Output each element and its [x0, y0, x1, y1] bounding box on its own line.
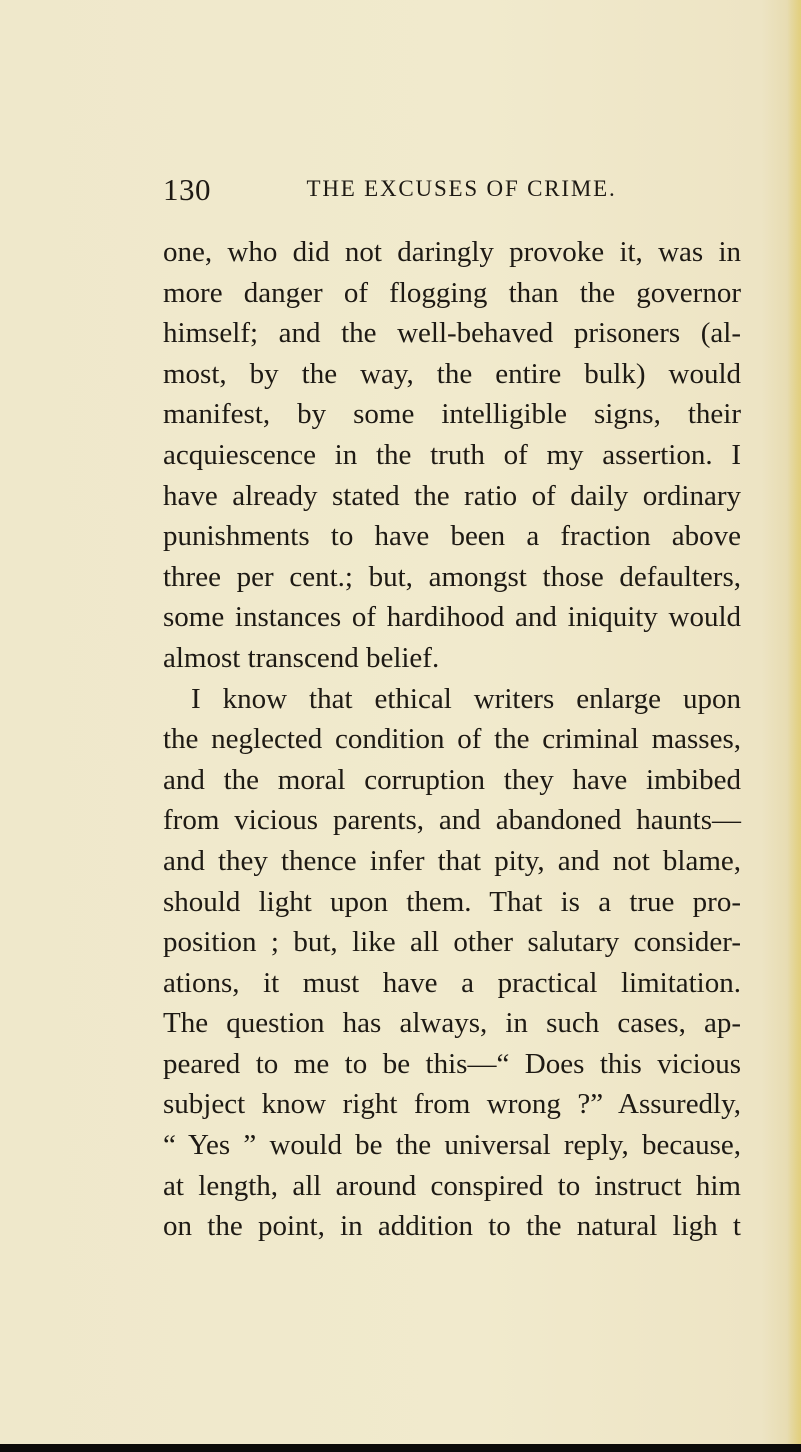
text-line: the neglected condition of the criminal masses, [163, 723, 741, 756]
text-line: The question has always, in such cases, ap- [163, 1007, 741, 1040]
text-line: ations, it must have a practical limitation. [163, 966, 741, 999]
scan-bottom-border [0, 1444, 801, 1452]
text-line: most, by the way, the entire bulk) would [163, 357, 741, 390]
text-line: himself; and the well-behaved prisoners (al- [163, 317, 741, 350]
text-line: some instances of hardihood and iniquity would [163, 601, 741, 634]
paragraph-end-line: almost transcend belief. [163, 641, 440, 674]
body-text [163, 232, 741, 1247]
running-title: THE EXCUSES OF CRIME. [306, 176, 617, 201]
text-line: should light upon them. That is a true pro- [163, 885, 741, 918]
text-line: manifest, by some intelligible signs, their [163, 398, 741, 431]
text-line: three per cent.; but, amongst those defaulters, [163, 560, 741, 593]
text-line: subject know right from wrong ?” Assuredly, [163, 1088, 741, 1121]
page-number: 130 [163, 172, 211, 207]
text-line: and they thence infer that pity, and not blame, [163, 844, 741, 877]
text-line: acquiescence in the truth of my assertion. I [163, 438, 741, 471]
text-line: one, who did not daringly provoke it, was in [163, 236, 741, 268]
text-line: “ Yes ” would be the universal reply, because, [163, 1129, 741, 1162]
text-line: punishments to have been a fraction above [163, 520, 741, 553]
text-line: on the point, in addition to the natural ligh t [163, 1210, 741, 1243]
text-line: have already stated the ratio of daily ordinary [163, 479, 741, 512]
page-header [163, 172, 743, 212]
text-line: at length, all around conspired to instruct him [163, 1169, 741, 1202]
text-line: from vicious parents, and abandoned haunts— [163, 804, 741, 837]
text-line: and the moral corruption they have imbibed [163, 763, 741, 796]
page-edge-shadow [787, 0, 801, 1452]
text-line: peared to me to be this—“ Does this vicious [163, 1047, 741, 1080]
paragraph-start-line: I know that ethical writers enlarge upon [191, 682, 741, 715]
text-line: position ; but, like all other salutary consider- [163, 926, 741, 959]
text-line: more danger of flogging than the governor [163, 276, 741, 309]
